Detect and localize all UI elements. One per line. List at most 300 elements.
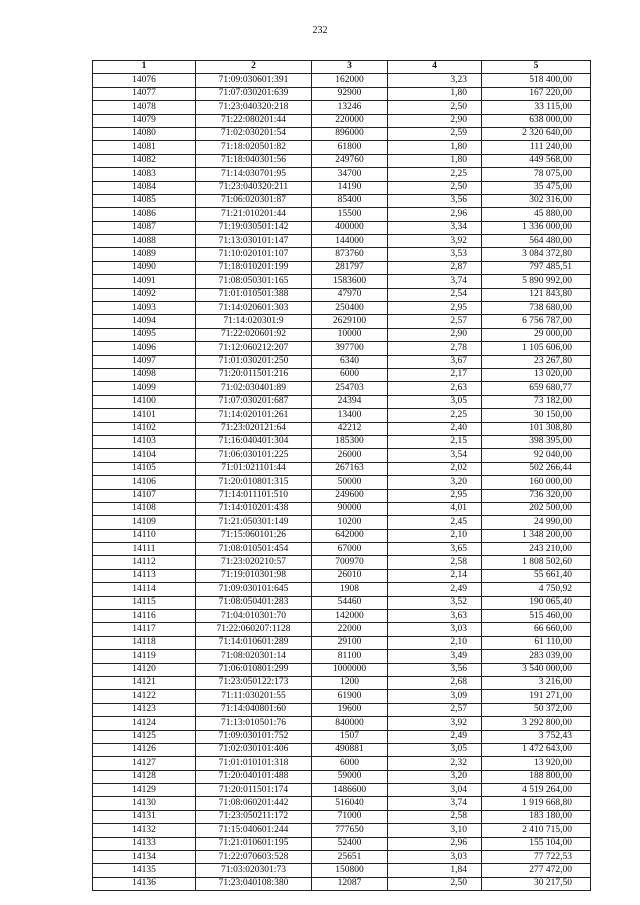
row-number-cell: 14106 [93, 476, 196, 489]
rate-cell: 3,49 [388, 650, 482, 663]
row-number-cell: 14095 [93, 328, 196, 341]
row-number-cell: 14131 [93, 810, 196, 823]
area-cell: 1486600 [312, 784, 388, 797]
value-cell: 73 182,00 [482, 395, 591, 408]
cadastral-number-cell: 71:15:060101:26 [196, 529, 312, 542]
value-cell: 564 480,00 [482, 235, 591, 248]
rate-cell: 3,05 [388, 395, 482, 408]
cadastral-number-cell: 71:12:060212:207 [196, 342, 312, 355]
rate-cell: 2,78 [388, 342, 482, 355]
value-cell: 167 220,00 [482, 87, 591, 100]
rate-cell: 2,49 [388, 730, 482, 743]
area-cell: 6000 [312, 757, 388, 770]
cadastral-number-cell: 71:07:030201:687 [196, 395, 312, 408]
value-cell: 1 808 502,60 [482, 556, 591, 569]
cadastral-number-cell: 71:01:021101:44 [196, 462, 312, 475]
area-cell: 1200 [312, 676, 388, 689]
area-cell: 6000 [312, 368, 388, 381]
table-row [93, 730, 591, 743]
table-row [93, 529, 591, 542]
table-row [93, 703, 591, 716]
area-cell: 2629100 [312, 315, 388, 328]
rate-cell: 2,95 [388, 489, 482, 502]
rate-cell: 3,23 [388, 74, 482, 87]
area-cell: 1583600 [312, 275, 388, 288]
table-row [93, 516, 591, 529]
area-cell: 85400 [312, 194, 388, 207]
cadastral-number-cell: 71:22:080201:44 [196, 114, 312, 127]
rate-cell: 2,57 [388, 703, 482, 716]
column-header-5: 5 [482, 61, 591, 74]
area-cell: 162000 [312, 74, 388, 87]
rate-cell: 2,25 [388, 409, 482, 422]
row-number-cell: 14136 [93, 877, 196, 890]
cadastral-number-cell: 71:16:040401:304 [196, 435, 312, 448]
area-cell: 516040 [312, 797, 388, 810]
rate-cell: 2,59 [388, 127, 482, 140]
area-cell: 267163 [312, 462, 388, 475]
value-cell: 29 000,00 [482, 328, 591, 341]
table-row [93, 422, 591, 435]
rate-cell: 2,50 [388, 101, 482, 114]
rate-cell: 2,96 [388, 837, 482, 850]
row-number-cell: 14098 [93, 368, 196, 381]
rate-cell: 3,10 [388, 824, 482, 837]
area-cell: 13400 [312, 409, 388, 422]
value-cell: 121 843,80 [482, 288, 591, 301]
area-cell: 71000 [312, 810, 388, 823]
area-cell: 22000 [312, 623, 388, 636]
cadastral-number-cell: 71:04:010301:70 [196, 610, 312, 623]
cadastral-number-cell: 71:21:010601:195 [196, 837, 312, 850]
row-number-cell: 14097 [93, 355, 196, 368]
rate-cell: 3,65 [388, 543, 482, 556]
row-number-cell: 14135 [93, 864, 196, 877]
cadastral-number-cell: 71:06:030101:225 [196, 449, 312, 462]
table-row [93, 435, 591, 448]
rate-cell: 2,15 [388, 435, 482, 448]
value-cell: 50 372,00 [482, 703, 591, 716]
rate-cell: 1,80 [388, 154, 482, 167]
value-cell: 3 216,00 [482, 676, 591, 689]
value-cell: 101 308,80 [482, 422, 591, 435]
rate-cell: 3,74 [388, 797, 482, 810]
cadastral-number-cell: 71:14:020101:261 [196, 409, 312, 422]
row-number-cell: 14083 [93, 168, 196, 181]
table-row [93, 261, 591, 274]
row-number-cell: 14133 [93, 837, 196, 850]
rate-cell: 3,54 [388, 449, 482, 462]
row-number-cell: 14104 [93, 449, 196, 462]
rate-cell: 2,58 [388, 556, 482, 569]
rate-cell: 2,57 [388, 315, 482, 328]
value-cell: 515 460,00 [482, 610, 591, 623]
area-cell: 47970 [312, 288, 388, 301]
row-number-cell: 14093 [93, 302, 196, 315]
value-cell: 1 105 606,00 [482, 342, 591, 355]
value-cell: 398 395,00 [482, 435, 591, 448]
area-cell: 397700 [312, 342, 388, 355]
area-cell: 840000 [312, 717, 388, 730]
table-row [93, 395, 591, 408]
table-row [93, 743, 591, 756]
row-number-cell: 14116 [93, 610, 196, 623]
table-row [93, 797, 591, 810]
value-cell: 183 180,00 [482, 810, 591, 823]
rate-cell: 2,63 [388, 382, 482, 395]
row-number-cell: 14080 [93, 127, 196, 140]
table-row [93, 757, 591, 770]
area-cell: 15500 [312, 208, 388, 221]
area-cell: 25651 [312, 851, 388, 864]
row-number-cell: 14078 [93, 101, 196, 114]
table-row [93, 208, 591, 221]
value-cell: 3 540 000,00 [482, 663, 591, 676]
cadastral-number-cell: 71:19:010301:98 [196, 569, 312, 582]
rate-cell: 2,58 [388, 810, 482, 823]
row-number-cell: 14134 [93, 851, 196, 864]
row-number-cell: 14132 [93, 824, 196, 837]
value-cell: 92 040,00 [482, 449, 591, 462]
table-row [93, 583, 591, 596]
rate-cell: 3,53 [388, 248, 482, 261]
area-cell: 281797 [312, 261, 388, 274]
table-row [93, 877, 591, 890]
table-row [93, 87, 591, 100]
cadastral-number-cell: 71:06:020301:87 [196, 194, 312, 207]
area-cell: 29100 [312, 636, 388, 649]
row-number-cell: 14117 [93, 623, 196, 636]
rate-cell: 3,63 [388, 610, 482, 623]
cadastral-number-cell: 71:23:020210:57 [196, 556, 312, 569]
area-cell: 59000 [312, 770, 388, 783]
value-cell: 518 400,00 [482, 74, 591, 87]
row-number-cell: 14121 [93, 676, 196, 689]
value-cell: 33 115,00 [482, 101, 591, 114]
rate-cell: 3,92 [388, 717, 482, 730]
column-header-4: 4 [388, 61, 482, 74]
value-cell: 160 000,00 [482, 476, 591, 489]
row-number-cell: 14079 [93, 114, 196, 127]
table-row [93, 650, 591, 663]
cadastral-number-cell: 71:10:020101:107 [196, 248, 312, 261]
row-number-cell: 14105 [93, 462, 196, 475]
table-row [93, 141, 591, 154]
table-row [93, 476, 591, 489]
row-number-cell: 14113 [93, 569, 196, 582]
rate-cell: 2,90 [388, 114, 482, 127]
table-row [93, 168, 591, 181]
table-row [93, 194, 591, 207]
table-row [93, 556, 591, 569]
cadastral-number-cell: 71:20:040101:488 [196, 770, 312, 783]
rate-cell: 3,67 [388, 355, 482, 368]
rate-cell: 3,52 [388, 596, 482, 609]
area-cell: 144000 [312, 235, 388, 248]
value-cell: 77 722,53 [482, 851, 591, 864]
data-table [92, 60, 591, 891]
value-cell: 202 500,00 [482, 502, 591, 515]
row-number-cell: 14096 [93, 342, 196, 355]
area-cell: 67000 [312, 543, 388, 556]
row-number-cell: 14103 [93, 435, 196, 448]
area-cell: 34700 [312, 168, 388, 181]
value-cell: 277 472,00 [482, 864, 591, 877]
row-number-cell: 14124 [93, 717, 196, 730]
cadastral-number-cell: 71:08:010501:454 [196, 543, 312, 556]
row-number-cell: 14107 [93, 489, 196, 502]
cadastral-number-cell: 71:09:030601:391 [196, 74, 312, 87]
value-cell: 1 919 668,80 [482, 797, 591, 810]
table-row [93, 623, 591, 636]
rate-cell: 1,80 [388, 141, 482, 154]
column-header-2: 2 [196, 61, 312, 74]
row-number-cell: 14099 [93, 382, 196, 395]
value-cell: 190 065,40 [482, 596, 591, 609]
cadastral-number-cell: 71:21:010201:44 [196, 208, 312, 221]
row-number-cell: 14085 [93, 194, 196, 207]
area-cell: 873760 [312, 248, 388, 261]
value-cell: 736 320,00 [482, 489, 591, 502]
rate-cell: 2,40 [388, 422, 482, 435]
rate-cell: 2,14 [388, 569, 482, 582]
table-row [93, 221, 591, 234]
value-cell: 61 110,00 [482, 636, 591, 649]
cadastral-number-cell: 71:02:030201:54 [196, 127, 312, 140]
row-number-cell: 14126 [93, 743, 196, 756]
table-row [93, 114, 591, 127]
table-row [93, 288, 591, 301]
cadastral-number-cell: 71:01:030201:250 [196, 355, 312, 368]
area-cell: 61900 [312, 690, 388, 703]
value-cell: 302 316,00 [482, 194, 591, 207]
cadastral-number-cell: 71:14:030701:95 [196, 168, 312, 181]
rate-cell: 3,34 [388, 221, 482, 234]
rate-cell: 3,09 [388, 690, 482, 703]
rate-cell: 3,74 [388, 275, 482, 288]
table-row [93, 302, 591, 315]
row-number-cell: 14109 [93, 516, 196, 529]
cadastral-number-cell: 71:23:050211:172 [196, 810, 312, 823]
rate-cell: 3,20 [388, 770, 482, 783]
table-row [93, 824, 591, 837]
area-cell: 777650 [312, 824, 388, 837]
row-number-cell: 14114 [93, 583, 196, 596]
column-header-1: 1 [93, 61, 196, 74]
rate-cell: 2,17 [388, 368, 482, 381]
table-row [93, 101, 591, 114]
table-row [93, 409, 591, 422]
value-cell: 1 348 200,00 [482, 529, 591, 542]
row-number-cell: 14084 [93, 181, 196, 194]
row-number-cell: 14111 [93, 543, 196, 556]
cadastral-number-cell: 71:03:020301:73 [196, 864, 312, 877]
cadastral-number-cell: 71:18:010201:199 [196, 261, 312, 274]
row-number-cell: 14130 [93, 797, 196, 810]
table-row [93, 382, 591, 395]
area-cell: 12087 [312, 877, 388, 890]
area-cell: 92900 [312, 87, 388, 100]
cadastral-number-cell: 71:20:011501:174 [196, 784, 312, 797]
table-row [93, 368, 591, 381]
row-number-cell: 14123 [93, 703, 196, 716]
table-row [93, 315, 591, 328]
table-body [93, 74, 591, 891]
area-cell: 142000 [312, 610, 388, 623]
value-cell: 2 320 640,00 [482, 127, 591, 140]
value-cell: 1 336 000,00 [482, 221, 591, 234]
area-cell: 50000 [312, 476, 388, 489]
value-cell: 24 990,00 [482, 516, 591, 529]
rate-cell: 3,05 [388, 743, 482, 756]
table-row [93, 74, 591, 87]
row-number-cell: 14077 [93, 87, 196, 100]
area-cell: 90000 [312, 502, 388, 515]
cadastral-number-cell: 71:21:050301:149 [196, 516, 312, 529]
cadastral-number-cell: 71:08:050301:165 [196, 275, 312, 288]
value-cell: 66 660,00 [482, 623, 591, 636]
rate-cell: 2,68 [388, 676, 482, 689]
table-row [93, 154, 591, 167]
cadastral-number-cell: 71:20:011501:216 [196, 368, 312, 381]
row-number-cell: 14120 [93, 663, 196, 676]
value-cell: 13 920,00 [482, 757, 591, 770]
row-number-cell: 14076 [93, 74, 196, 87]
cadastral-number-cell: 71:02:030101:406 [196, 743, 312, 756]
rate-cell: 2,90 [388, 328, 482, 341]
area-cell: 249760 [312, 154, 388, 167]
cadastral-number-cell: 71:07:030201:639 [196, 87, 312, 100]
table-row [93, 610, 591, 623]
row-number-cell: 14122 [93, 690, 196, 703]
rate-cell: 2,32 [388, 757, 482, 770]
rate-cell: 2,96 [388, 208, 482, 221]
cadastral-number-cell: 71:01:010101:318 [196, 757, 312, 770]
value-cell: 3 292 800,00 [482, 717, 591, 730]
cadastral-number-cell: 71:22:020601:92 [196, 328, 312, 341]
rate-cell: 3,04 [388, 784, 482, 797]
row-number-cell: 14108 [93, 502, 196, 515]
rate-cell: 3,03 [388, 623, 482, 636]
area-cell: 10200 [312, 516, 388, 529]
cadastral-number-cell: 71:23:040108:380 [196, 877, 312, 890]
area-cell: 220000 [312, 114, 388, 127]
table-row [93, 489, 591, 502]
table-row [93, 784, 591, 797]
table-row [93, 127, 591, 140]
table-row [93, 596, 591, 609]
value-cell: 4 519 264,00 [482, 784, 591, 797]
value-cell: 3 752,43 [482, 730, 591, 743]
row-number-cell: 14090 [93, 261, 196, 274]
value-cell: 78 075,00 [482, 168, 591, 181]
area-cell: 26010 [312, 569, 388, 582]
cadastral-number-cell: 71:08:050401:283 [196, 596, 312, 609]
rate-cell: 3,20 [388, 476, 482, 489]
area-cell: 81100 [312, 650, 388, 663]
cadastral-number-cell: 71:14:011101:510 [196, 489, 312, 502]
rate-cell: 2,10 [388, 636, 482, 649]
cadastral-number-cell: 71:06:010801:299 [196, 663, 312, 676]
rate-cell: 2,49 [388, 583, 482, 596]
row-number-cell: 14094 [93, 315, 196, 328]
table-row [93, 837, 591, 850]
value-cell: 55 661,40 [482, 569, 591, 582]
row-number-cell: 14125 [93, 730, 196, 743]
rate-cell: 1,80 [388, 87, 482, 100]
area-cell: 150800 [312, 864, 388, 877]
table-row [93, 181, 591, 194]
area-cell: 61800 [312, 141, 388, 154]
cadastral-number-cell: 71:20:010801:315 [196, 476, 312, 489]
value-cell: 502 266,44 [482, 462, 591, 475]
cadastral-number-cell: 71:01:010501:388 [196, 288, 312, 301]
row-number-cell: 14112 [93, 556, 196, 569]
row-number-cell: 14089 [93, 248, 196, 261]
row-number-cell: 14092 [93, 288, 196, 301]
value-cell: 1 472 643,00 [482, 743, 591, 756]
cadastral-number-cell: 71:09:030101:645 [196, 583, 312, 596]
table-row [93, 543, 591, 556]
area-cell: 1000000 [312, 663, 388, 676]
table-row [93, 636, 591, 649]
area-cell: 13246 [312, 101, 388, 114]
area-cell: 490881 [312, 743, 388, 756]
area-cell: 24394 [312, 395, 388, 408]
rate-cell: 3,56 [388, 663, 482, 676]
row-number-cell: 14088 [93, 235, 196, 248]
cadastral-number-cell: 71:23:050122:173 [196, 676, 312, 689]
rate-cell: 4,01 [388, 502, 482, 515]
value-cell: 3 084 372,80 [482, 248, 591, 261]
area-cell: 19600 [312, 703, 388, 716]
table-row [93, 235, 591, 248]
rate-cell: 2,95 [388, 302, 482, 315]
rate-cell: 2,54 [388, 288, 482, 301]
cadastral-number-cell: 71:14:020601:303 [196, 302, 312, 315]
rate-cell: 2,10 [388, 529, 482, 542]
row-number-cell: 14119 [93, 650, 196, 663]
table-row [93, 690, 591, 703]
area-cell: 700970 [312, 556, 388, 569]
page-number: 232 [312, 25, 328, 36]
area-cell: 14190 [312, 181, 388, 194]
value-cell: 191 271,00 [482, 690, 591, 703]
value-cell: 111 240,00 [482, 141, 591, 154]
cadastral-number-cell: 71:13:030101:147 [196, 235, 312, 248]
cadastral-number-cell: 71:09:030101:752 [196, 730, 312, 743]
value-cell: 23 267,80 [482, 355, 591, 368]
table-row [93, 676, 591, 689]
value-cell: 5 890 992,00 [482, 275, 591, 288]
area-cell: 54460 [312, 596, 388, 609]
cadastral-number-cell: 71:14:040801:60 [196, 703, 312, 716]
cadastral-number-cell: 71:23:020121:64 [196, 422, 312, 435]
value-cell: 30 217,50 [482, 877, 591, 890]
table-row [93, 502, 591, 515]
rate-cell: 2,25 [388, 168, 482, 181]
row-number-cell: 14110 [93, 529, 196, 542]
table-row [93, 717, 591, 730]
value-cell: 13 020,00 [482, 368, 591, 381]
column-header-3: 3 [312, 61, 388, 74]
value-cell: 797 485,51 [482, 261, 591, 274]
area-cell: 254703 [312, 382, 388, 395]
area-cell: 400000 [312, 221, 388, 234]
cadastral-number-cell: 71:22:060207:1128 [196, 623, 312, 636]
value-cell: 4 750,92 [482, 583, 591, 596]
table-row [93, 810, 591, 823]
